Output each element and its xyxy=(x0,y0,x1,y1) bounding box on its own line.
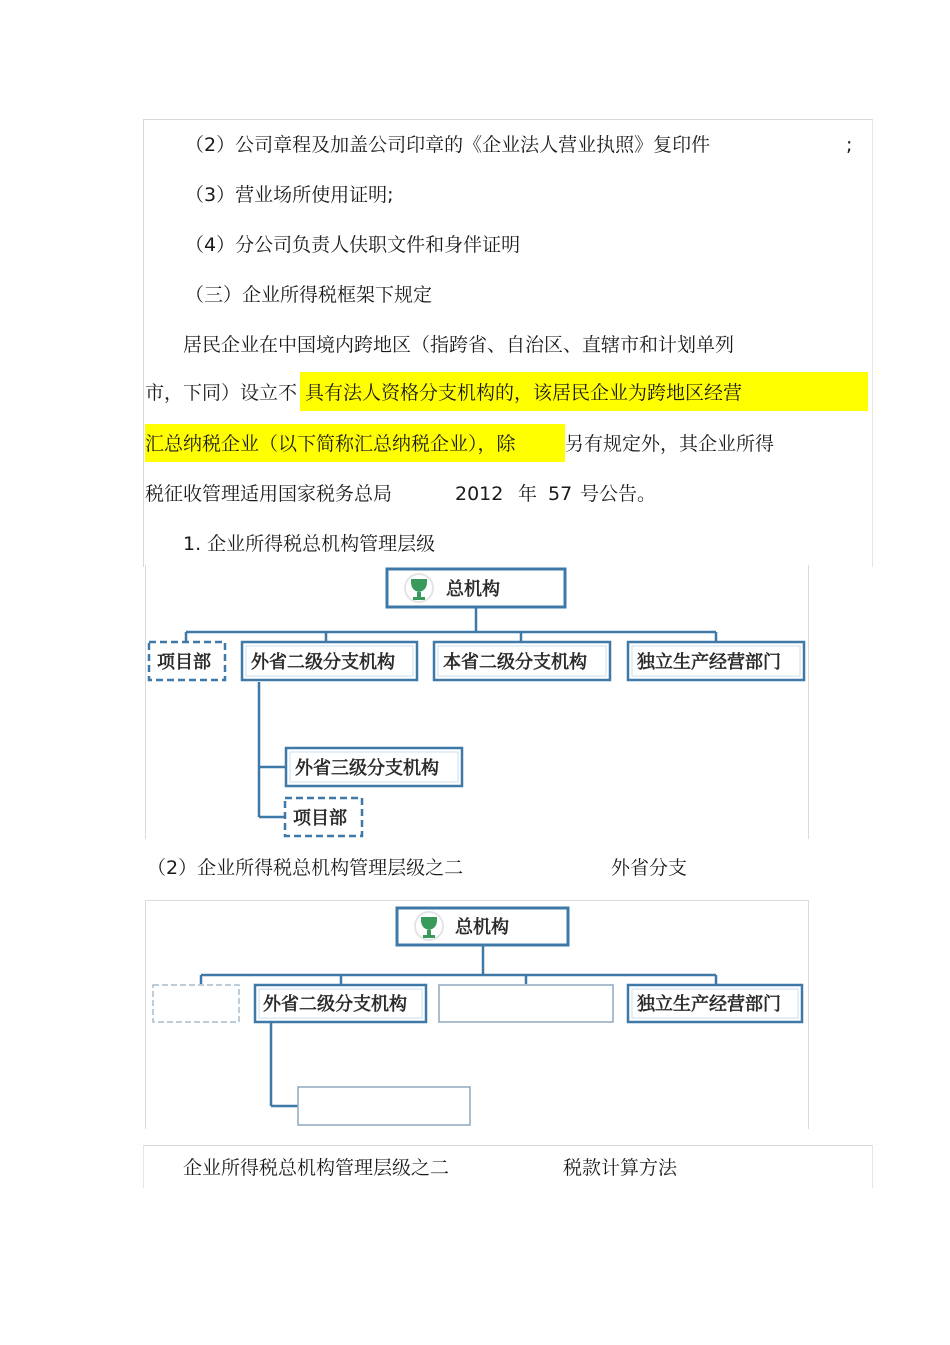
node-out-province-l3 xyxy=(286,748,462,786)
subheading-2: （2）企业所得税总机构管理层级之二 xyxy=(147,857,464,879)
paragraph-line-4-nian: 年 xyxy=(518,483,538,505)
subheading-3: 企业所得税总机构管理层级之二 xyxy=(183,1157,450,1179)
subheading-2-suffix: 外省分支 xyxy=(611,857,688,879)
node-in-province-l2 xyxy=(434,642,610,680)
text-line-4: （4）分公司负责人伕职文件和身伴证明 xyxy=(185,234,521,256)
node-independent-dept xyxy=(628,642,804,680)
text-line-2: （2）公司章程及加盖公司印章的《企业法人营业执照》复印件 xyxy=(185,134,711,156)
trophy-icon xyxy=(405,574,433,602)
paragraph-line-4e: 号公告。 xyxy=(580,483,657,505)
org-chart-2 xyxy=(145,900,809,1129)
paragraph-line-1: 居民企业在中国境内跨地区（指跨省、自治区、直辖市和计划单列 xyxy=(183,334,735,356)
node-blank-dashed xyxy=(153,985,239,1022)
node-label: 项目部 xyxy=(293,808,347,829)
paragraph-line-2b: 具有法人资格分支机构的，该居民企业为跨地区经营 xyxy=(305,382,743,404)
node-independent-dept xyxy=(628,985,802,1022)
node-out-province-l2 xyxy=(242,642,417,680)
node-blank-2 xyxy=(298,1087,470,1125)
node-label: 独立生产经营部门 xyxy=(637,652,781,673)
node-label: 独立生产经营部门 xyxy=(637,994,781,1015)
paragraph-line-4-num: 57 xyxy=(548,483,573,505)
org-chart-1 xyxy=(145,565,809,839)
root-label: 总机构 xyxy=(446,579,500,600)
node-project-dept xyxy=(149,642,225,680)
node-blank-1 xyxy=(439,985,613,1022)
root-label: 总机构 xyxy=(455,917,509,938)
subheading-1: 1. 企业所得税总机构管理层级 xyxy=(183,533,436,555)
paragraph-line-2a: 市，下同）设立不 xyxy=(145,382,298,404)
text-line-2-end: ; xyxy=(846,134,853,156)
node-out-province-l2 xyxy=(255,985,426,1022)
trophy-icon xyxy=(415,912,443,940)
node-label: 项目部 xyxy=(157,652,211,673)
node-project-dept-sub xyxy=(285,798,362,836)
node-label: 外省二级分支机构 xyxy=(263,994,407,1015)
paragraph-line-3b: 另有规定外，其企业所得 xyxy=(565,433,775,455)
root-node xyxy=(387,569,565,607)
paragraph-line-3a: 汇总纳税企业（以下简称汇总纳税企业），除 xyxy=(145,433,516,455)
root-node xyxy=(397,908,568,945)
paragraph-line-4a: 税征收管理适用国家税务总局 xyxy=(145,483,393,505)
node-label: 本省二级分支机构 xyxy=(443,652,587,673)
text-line-3: （3）营业场所使用证明; xyxy=(185,184,394,206)
paragraph-line-4-year: 2012 xyxy=(455,483,504,505)
node-label: 外省二级分支机构 xyxy=(251,652,395,673)
subheading-3-suffix: 税款计算方法 xyxy=(563,1157,678,1179)
section-heading: （三）企业所得税框架下规定 xyxy=(185,284,433,306)
node-label: 外省三级分支机构 xyxy=(295,758,439,779)
